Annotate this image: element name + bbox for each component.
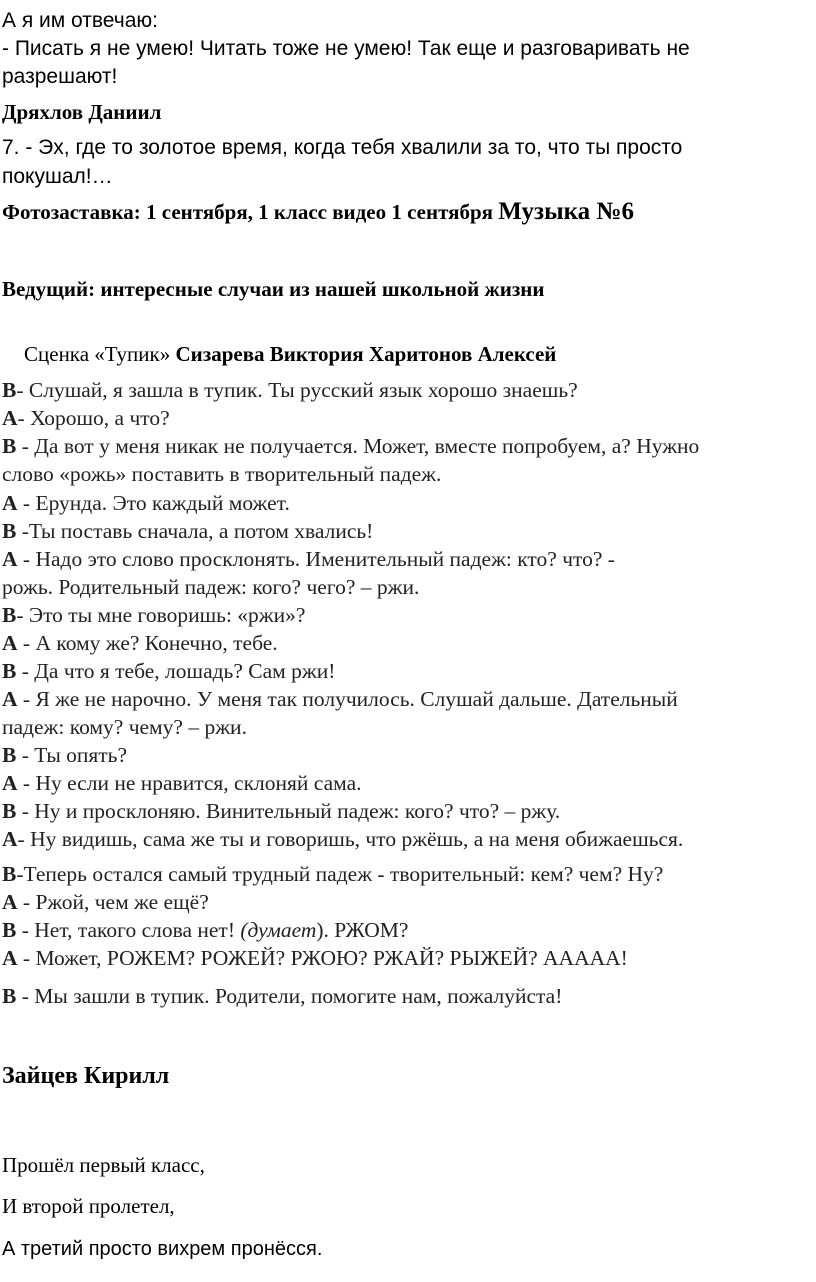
speaker-letter: В: [2, 984, 17, 1008]
speaker-letter: В: [2, 799, 17, 823]
speaker-letter: А: [2, 771, 18, 795]
speaker-letter: В: [2, 918, 17, 942]
intro-line-1: А я им отвечаю:: [2, 9, 158, 32]
music-label: Музыка №6: [498, 198, 635, 225]
speaker-letter: А: [2, 631, 18, 655]
dialogue-line: [2, 742, 127, 768]
dialogue-line: [2, 602, 305, 628]
intro-line-3: разрешают!: [2, 65, 118, 88]
dialogue-text: - Ну видишь, сама же ты и говоришь, что ржёшь, а на меня обижаешься.: [17, 827, 684, 851]
speaker-letter: В: [2, 743, 17, 767]
poem-line-1: Прошёл первый класс,: [2, 1153, 205, 1177]
dialogue-text: -Ты поставь сначала, а потом хвались!: [16, 519, 374, 543]
dialogue-line: [2, 798, 560, 824]
dialogue-text: слово «рожь» поставить в творительный падеж.: [2, 462, 442, 486]
dialogue-text: - Может, РОЖЕМ? РОЖЕЙ? РЖОЮ? РЖАЙ? РЫЖЕЙ? ААААА!: [17, 946, 628, 970]
dialogue-line: [2, 574, 419, 600]
dialogue-text: ). РЖОМ?: [316, 918, 409, 942]
poem-line-2: И второй пролетел,: [2, 1194, 175, 1218]
speaker-letter: В: [2, 434, 17, 458]
dialogue-text: - Мы зашли в тупик. Родители, помогите нам, пожалуйста!: [16, 984, 563, 1008]
dialogue-line: [2, 658, 335, 684]
dialogue-line: [2, 546, 615, 572]
item-7-line-2: покушал!…: [2, 165, 113, 188]
dialogue-text: - Ерунда. Это каждый может.: [17, 491, 290, 515]
scene-actors: Сизарева Виктория Харитонов Алексей: [175, 342, 557, 366]
speaker-letter: В: [2, 378, 17, 402]
dialogue-line: [2, 433, 699, 459]
dialogue-text: падеж: кому? чему? – ржи.: [2, 715, 247, 739]
dialogue-text: - Ну и просклоняю. Винительный падеж: кого? что? – ржу.: [16, 799, 561, 823]
speaker-letter: А: [2, 547, 18, 571]
speaker-letter: А: [2, 491, 18, 515]
speaker-letter: А: [2, 946, 18, 970]
speaker-letter: А: [2, 406, 18, 430]
dialogue-text: - Ты опять?: [16, 743, 128, 767]
speaker-letter: В: [2, 519, 17, 543]
dialogue-line: [2, 861, 663, 887]
scene-heading: [24, 341, 556, 367]
dialogue-line: [2, 889, 209, 915]
scene-title: Сценка «Тупик»: [24, 342, 171, 366]
dialogue-line: [2, 826, 683, 852]
dialogue-line: [2, 490, 290, 516]
dialogue-line: [2, 945, 628, 971]
photo-text: Фотозаставка: 1 сентября, 1 класс видео 1 сентября: [2, 200, 494, 224]
dialogue-line: [2, 630, 278, 656]
dialogue-text: - Я же не нарочно. У меня так получилось. Слушай дальше. Дательный: [17, 687, 678, 711]
speaker-name: Дряхлов Даниил: [2, 100, 162, 124]
dialogue-line: [2, 405, 170, 431]
dialogue-line: [2, 917, 408, 943]
dialogue-line: [2, 377, 578, 403]
dialogue-text: - Хорошо, а что?: [17, 406, 170, 430]
speaker-letter: А: [2, 890, 18, 914]
dialogue-text: - Ржой, чем же ещё?: [17, 890, 209, 914]
stage-direction: (думает: [240, 918, 317, 942]
dialogue-line: [2, 461, 441, 487]
host-heading: Ведущий: интересные случаи из нашей школьной жизни: [2, 277, 545, 301]
speaker-letter: В: [2, 659, 17, 683]
speaker-letter: А: [2, 827, 18, 851]
speaker-letter: А: [2, 687, 18, 711]
dialogue-line: [2, 770, 362, 796]
dialogue-text: -Теперь остался самый трудный падеж - творительный: кем? чем? Ну?: [16, 862, 664, 886]
dialogue-line: [2, 983, 562, 1009]
speaker-name-2: Зайцев Кирилл: [2, 1063, 170, 1089]
speaker-letter: В: [2, 862, 17, 886]
speaker-letter: В: [2, 603, 17, 627]
dialogue-text: рожь. Родительный падеж: кого? чего? – ржи.: [2, 575, 420, 599]
dialogue-text: - Ну если не нравится, склоняй сама.: [17, 771, 362, 795]
item-7-line-1: 7. - Эх, где то золотое время, когда тебя хвалили за то, что ты просто: [2, 136, 683, 159]
dialogue-text: - Это ты мне говоришь: «ржи»?: [16, 603, 306, 627]
intro-line-2: - Писать я не умею! Читать тоже не умею! Так еще и разговаривать не: [2, 37, 690, 60]
dialogue-line: [2, 686, 678, 712]
dialogue-text: - Да вот у меня никак не получается. Может, вместе попробуем, а? Нужно: [16, 434, 700, 458]
dialogue-text: - А кому же? Конечно, тебе.: [17, 631, 278, 655]
dialogue-line: [2, 518, 373, 544]
dialogue-text: - Нет, такого слова нет!: [16, 918, 241, 942]
dialogue-line: [2, 714, 247, 740]
photo-heading: [2, 199, 634, 225]
dialogue-text: - Да что я тебе, лошадь? Сам ржи!: [16, 659, 336, 683]
dialogue-text: - Надо это слово просклонять. Именительный падеж: кто? что? -: [17, 547, 615, 571]
poem-line-3: А третий просто вихрем пронёсся.: [2, 1238, 323, 1260]
dialogue-text: - Слушай, я зашла в тупик. Ты русский язык хорошо знаешь?: [16, 378, 578, 402]
